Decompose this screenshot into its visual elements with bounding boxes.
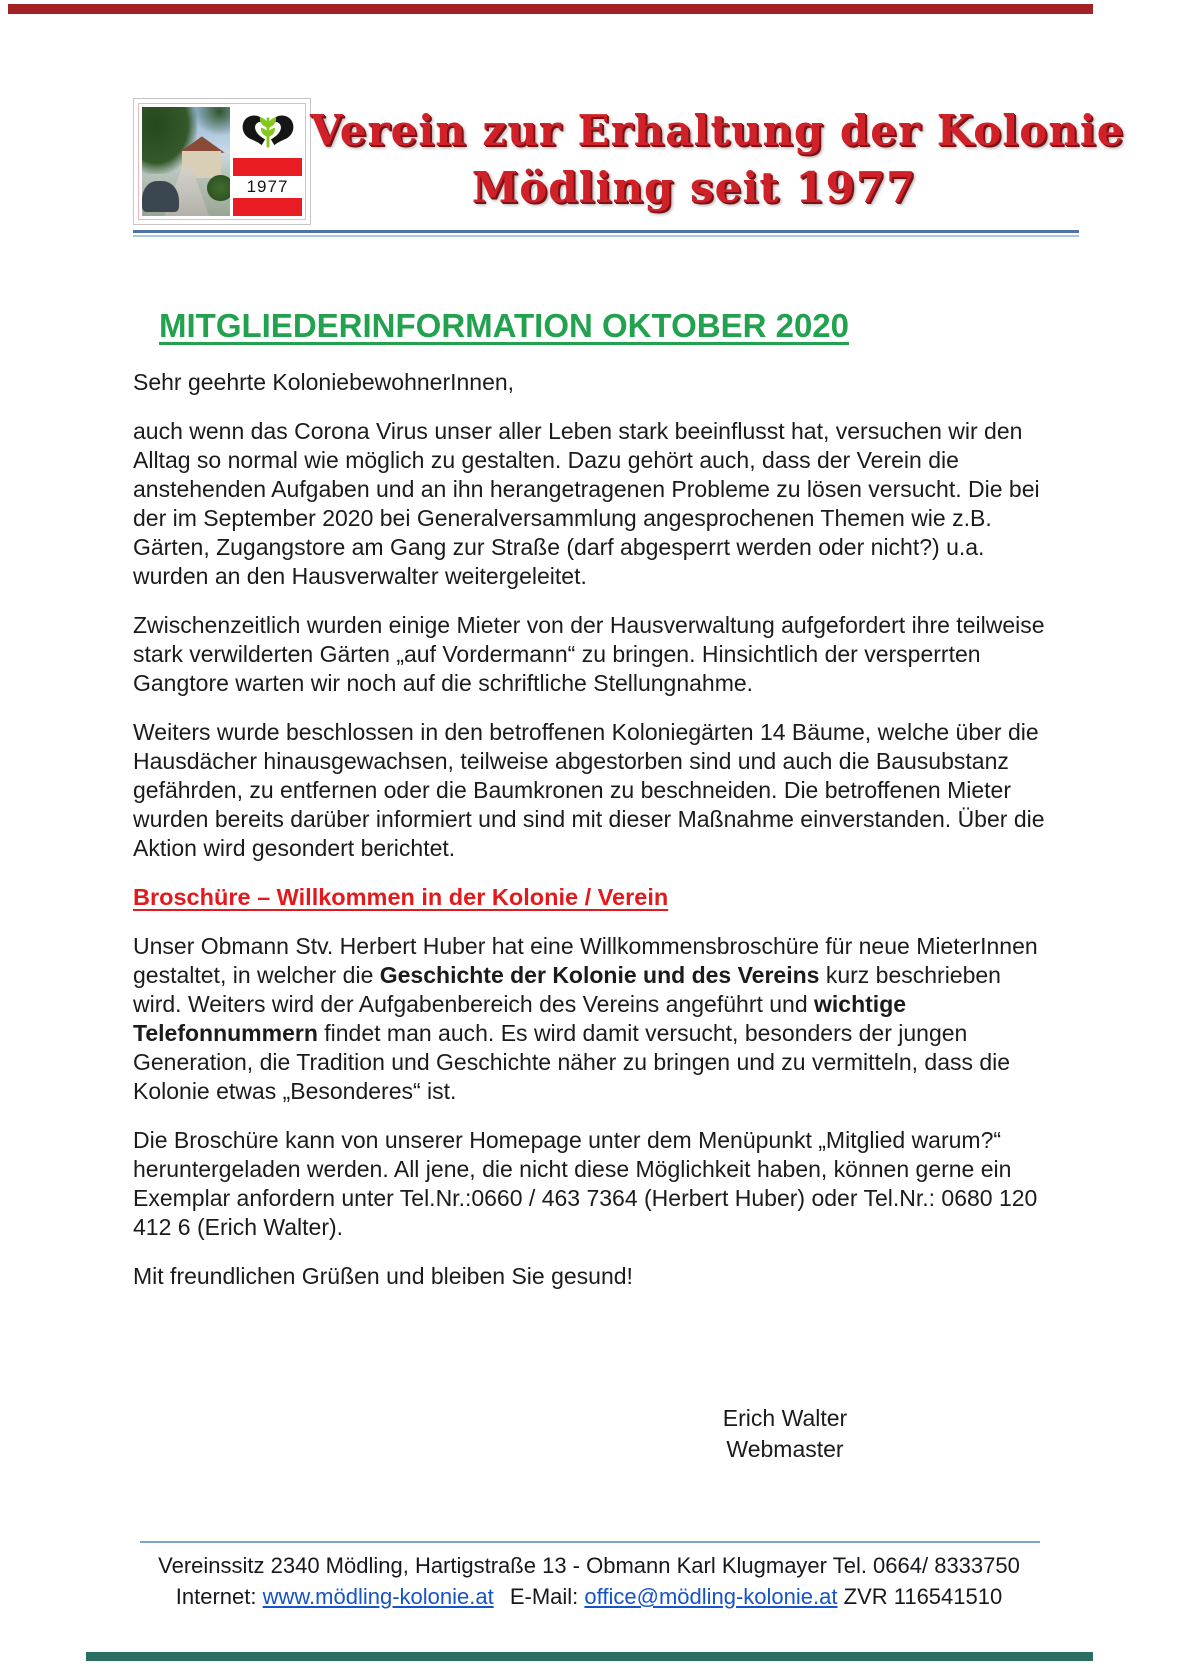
org-title-line2: Mödling seit 1977 (471, 163, 917, 212)
header-divider (133, 230, 1079, 237)
footer-contact-line (0, 1581, 1178, 1612)
founding-year: 1977 (246, 177, 289, 197)
flag-stripe-bottom (233, 198, 302, 216)
website-link[interactable]: www.mödling-kolonie.at (262, 1584, 494, 1609)
top-scan-bar (8, 4, 1093, 14)
colony-street-photo (142, 107, 230, 216)
email-link[interactable]: office@mödling-kolonie.at (584, 1584, 838, 1609)
text-run: kurz beschrieben wird. Weiters wird der Aufgabenbereich des Vereins angeführt und (133, 962, 1001, 1017)
bold-run-geschichte: Geschichte der Kolonie und des Vereins (379, 962, 820, 988)
club-logo-frame (138, 103, 306, 220)
section-heading-broschuere: Broschüre – Willkommen in der Kolonie / Verein (133, 884, 669, 910)
footer-address-line: Vereinssitz 2340 Mödling, Hartigstraße 13 - Obmann Karl Klugmayer Tel. 0664/ 8333750 (158, 1553, 1020, 1578)
text-run: Unser Obmann Stv. Herbert Huber hat eine Willkommensbroschüre für neue MieterInnen gestaltet, in welcher die (133, 933, 1038, 988)
zvr-number: ZVR 116541510 (843, 1584, 1003, 1609)
hands-plant-emblem-icon (233, 107, 302, 158)
internet-label: Internet: (175, 1584, 257, 1609)
text-run: findet man auch. Es wird damit versucht, besonders der jungen Generation, die Tradition und Geschichte näher zu bringen und zu vermitteln, dass die Kolonie etwas „Besonderes“ ist. (133, 1020, 1011, 1104)
org-title (310, 102, 1125, 216)
signature-block (640, 1403, 930, 1465)
club-logo (133, 98, 311, 225)
header-divider-light-line (133, 235, 1079, 237)
logo-emblem-column (233, 107, 302, 216)
paragraph-gaerten: Zwischenzeitlich wurden einige Mieter von der Hausverwaltung aufgefordert ihre teilweise stark verwilderten Gärten „auf Vordermann“ zu bringen. Hinsichtlich der versperrten Gangtore warten wir noch auf die schriftliche Stellungnahme. (133, 612, 1045, 696)
paragraph-baeume: Weiters wurde beschlossen in den betroffenen Koloniegärten 14 Bäume, welche über die Hausdächer hinausgewachsen, teilweise abgestorben sind und auch die Bausubstanz gefährden, zu entfernen oder die Baumkronen zu beschneiden. Die betroffenen Mieter wurden bereits darüber informiert und sind mit dieser Maßnahme einverstanden. Über die Aktion wird gesondert berichtet. (133, 719, 1045, 861)
header-divider-dark-line (133, 230, 1079, 233)
flag-stripe-top (233, 158, 302, 176)
signature-role: Webmaster (726, 1436, 844, 1462)
signature-name: Erich Walter (722, 1405, 848, 1431)
closing-line: Mit freundlichen Grüßen und bleiben Sie gesund! (133, 1263, 633, 1289)
salutation: Sehr geehrte KoloniebewohnerInnen, (133, 369, 515, 395)
footer-divider (140, 1541, 1040, 1543)
bottom-scan-bar (86, 1652, 1093, 1661)
bold-run-telefonnummern: wichtige Telefonnummern (133, 991, 907, 1046)
paragraph-broschuere (133, 932, 1053, 1106)
letter-body (133, 300, 1053, 1465)
paragraph-corona: auch wenn das Corona Virus unser aller Leben stark beeinflusst hat, versuchen wir den Alltag so normal wie möglich zu gestalten. Dazu gehört auch, dass der Verein die anstehenden Aufgaben und an ihn herangetragenen Probleme zu lösen versucht. Die bei der im September 2020 bei Generalversammlung angesprochenen Themen wie z.B. Gärten, Zugangstore am Gang zur Straße (darf abgesperrt werden oder nicht?) u.a. wurden an den Hausverwalter weitergeleitet. (133, 418, 1040, 589)
email-label: E-Mail: (509, 1584, 579, 1609)
bush-shape (207, 175, 230, 201)
paragraph-download: Die Broschüre kann von unserer Homepage unter dem Menüpunkt „Mitglied warum?“ heruntergeladen werden. All jene, die nicht diese Möglichkeit haben, können gerne ein Exemplar anfordern unter Tel.Nr.:0660 / 463 7364 (Herbert Huber) oder Tel.Nr.: 0680 120 412 6 (Erich Walter). (133, 1127, 1038, 1240)
letter-heading: MITGLIEDERINFORMATION OKTOBER 2020 (159, 307, 850, 344)
tree-shape (193, 107, 230, 136)
footer (0, 1550, 1178, 1612)
org-title-line1: Verein zur Erhaltung der Kolonie (310, 106, 1125, 155)
car-shape (142, 181, 179, 212)
